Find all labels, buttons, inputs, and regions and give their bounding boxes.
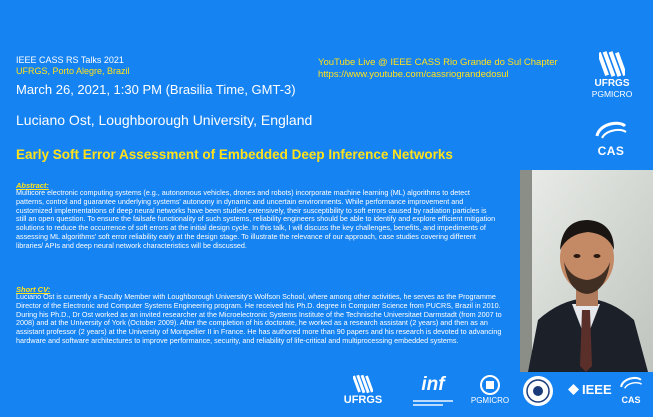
ufrgs-emblem-icon: [353, 374, 373, 394]
inf-subtitle-icon: [413, 399, 453, 409]
cas-bottom-logo: [614, 374, 648, 405]
ufrgs-emblem-icon: [599, 50, 625, 78]
event-series: IEEE CASS RS Talks 2021: [16, 55, 124, 65]
cas-logo: [586, 118, 636, 170]
pgmicro-chip-icon: [479, 374, 501, 396]
ufrgs-bottom-logo: [338, 374, 388, 406]
event-date: March 26, 2021, 1:30 PM (Brasilia Time, GMT-3): [16, 82, 296, 97]
youtube-live-label: YouTube Live @ IEEE CASS Rio Grande do Sul Chapter: [318, 57, 558, 68]
speaker-name: Luciano Ost, Loughborough University, England: [16, 112, 313, 128]
cas-swoosh-icon: [619, 374, 643, 390]
speaker-photo: [520, 170, 653, 372]
inf-logo: [408, 374, 458, 414]
ieee-wordmark: IEEE: [582, 382, 612, 397]
pgmicro-bottom-wordmark: PGMICRO: [470, 396, 510, 405]
talk-title: Early Soft Error Assessment of Embedded Deep Inference Networks: [16, 147, 453, 162]
ufrgs-wordmark: UFRGS: [594, 78, 630, 89]
pgmicro-bottom-logo: [470, 374, 510, 405]
cas-wordmark: CAS: [597, 144, 625, 158]
ufrgs-bottom-wordmark: UFRGS: [343, 394, 383, 406]
university-seal-icon: [521, 374, 555, 408]
youtube-link[interactable]: https://www.youtube.com/cassriograndedosul: [318, 69, 509, 80]
cv-text: Luciano Ost is currently a Faculty Member with Loughborough University's Wolfson School, where among other activities, he serves as the Programme Director of the Electronic and Computer Systems Engineering program. He received his Ph.D. degree in Computer Science from PUCRS, Brazil in 2010. During his Ph.D., Dr Ost worked as an invited researcher at the Microelectronic Systems Institute of the Technische Universitaet Darmstadt (from 2007 to 2008) and at the University of York (October 2009). After the completion of his doctorate, he worked as a research assistant (2 years) and then as an assistant professor (2 years) at the University of Montpellier II in France. He has authored more than 90 papers and his research is devoted to advancing hardware and software architectures to improve performance, security, and reliability of life-critical and multiprocessing embedded systems.: [16, 292, 502, 345]
abstract-text: Multicore electronic computing systems (e.g., autonomous vehicles, drones and robots) incorporate machine learning (ML) algorithms to detect patterns, control and guarantee underlying systems' autonomy in dynamic and uncertain environments. While performance improvement and customized implementations of deep neural networks have been studied extensively, their susceptibility to soft errors caused by radiation particles is still an open question. To ensure the failsafe functionality of such systems, reliability engineers should be able to identify and explore efficient mitigation solutions to reduce the occurrence of soft errors at the initial design cycle. In this talk, I will discuss the key challenges, benefits, and impediments of assessing ML algorithms' soft error reliability early at the design stage. To illustrate the relevance of our approach, case studies covering different libraries/ APIs and deep neural network characteristics will be discussed.: [16, 188, 496, 250]
cas-swoosh-icon: [594, 118, 628, 140]
cv-heading: Short CV:: [16, 285, 51, 294]
sponsor-logos: [0, 372, 653, 417]
cas-bottom-wordmark: CAS: [621, 395, 641, 405]
ieee-diamond-icon: [568, 384, 579, 395]
pgmicro-wordmark: PGMICRO: [591, 89, 633, 99]
university-seal-logo: [518, 374, 558, 413]
ieee-logo: [568, 382, 612, 397]
event-organization: UFRGS, Porto Alegre, Brazil: [16, 66, 130, 76]
inf-wordmark: inf: [421, 374, 445, 395]
ufrgs-pgmicro-logo: [582, 50, 642, 112]
abstract-heading: Abstract:: [16, 181, 49, 190]
